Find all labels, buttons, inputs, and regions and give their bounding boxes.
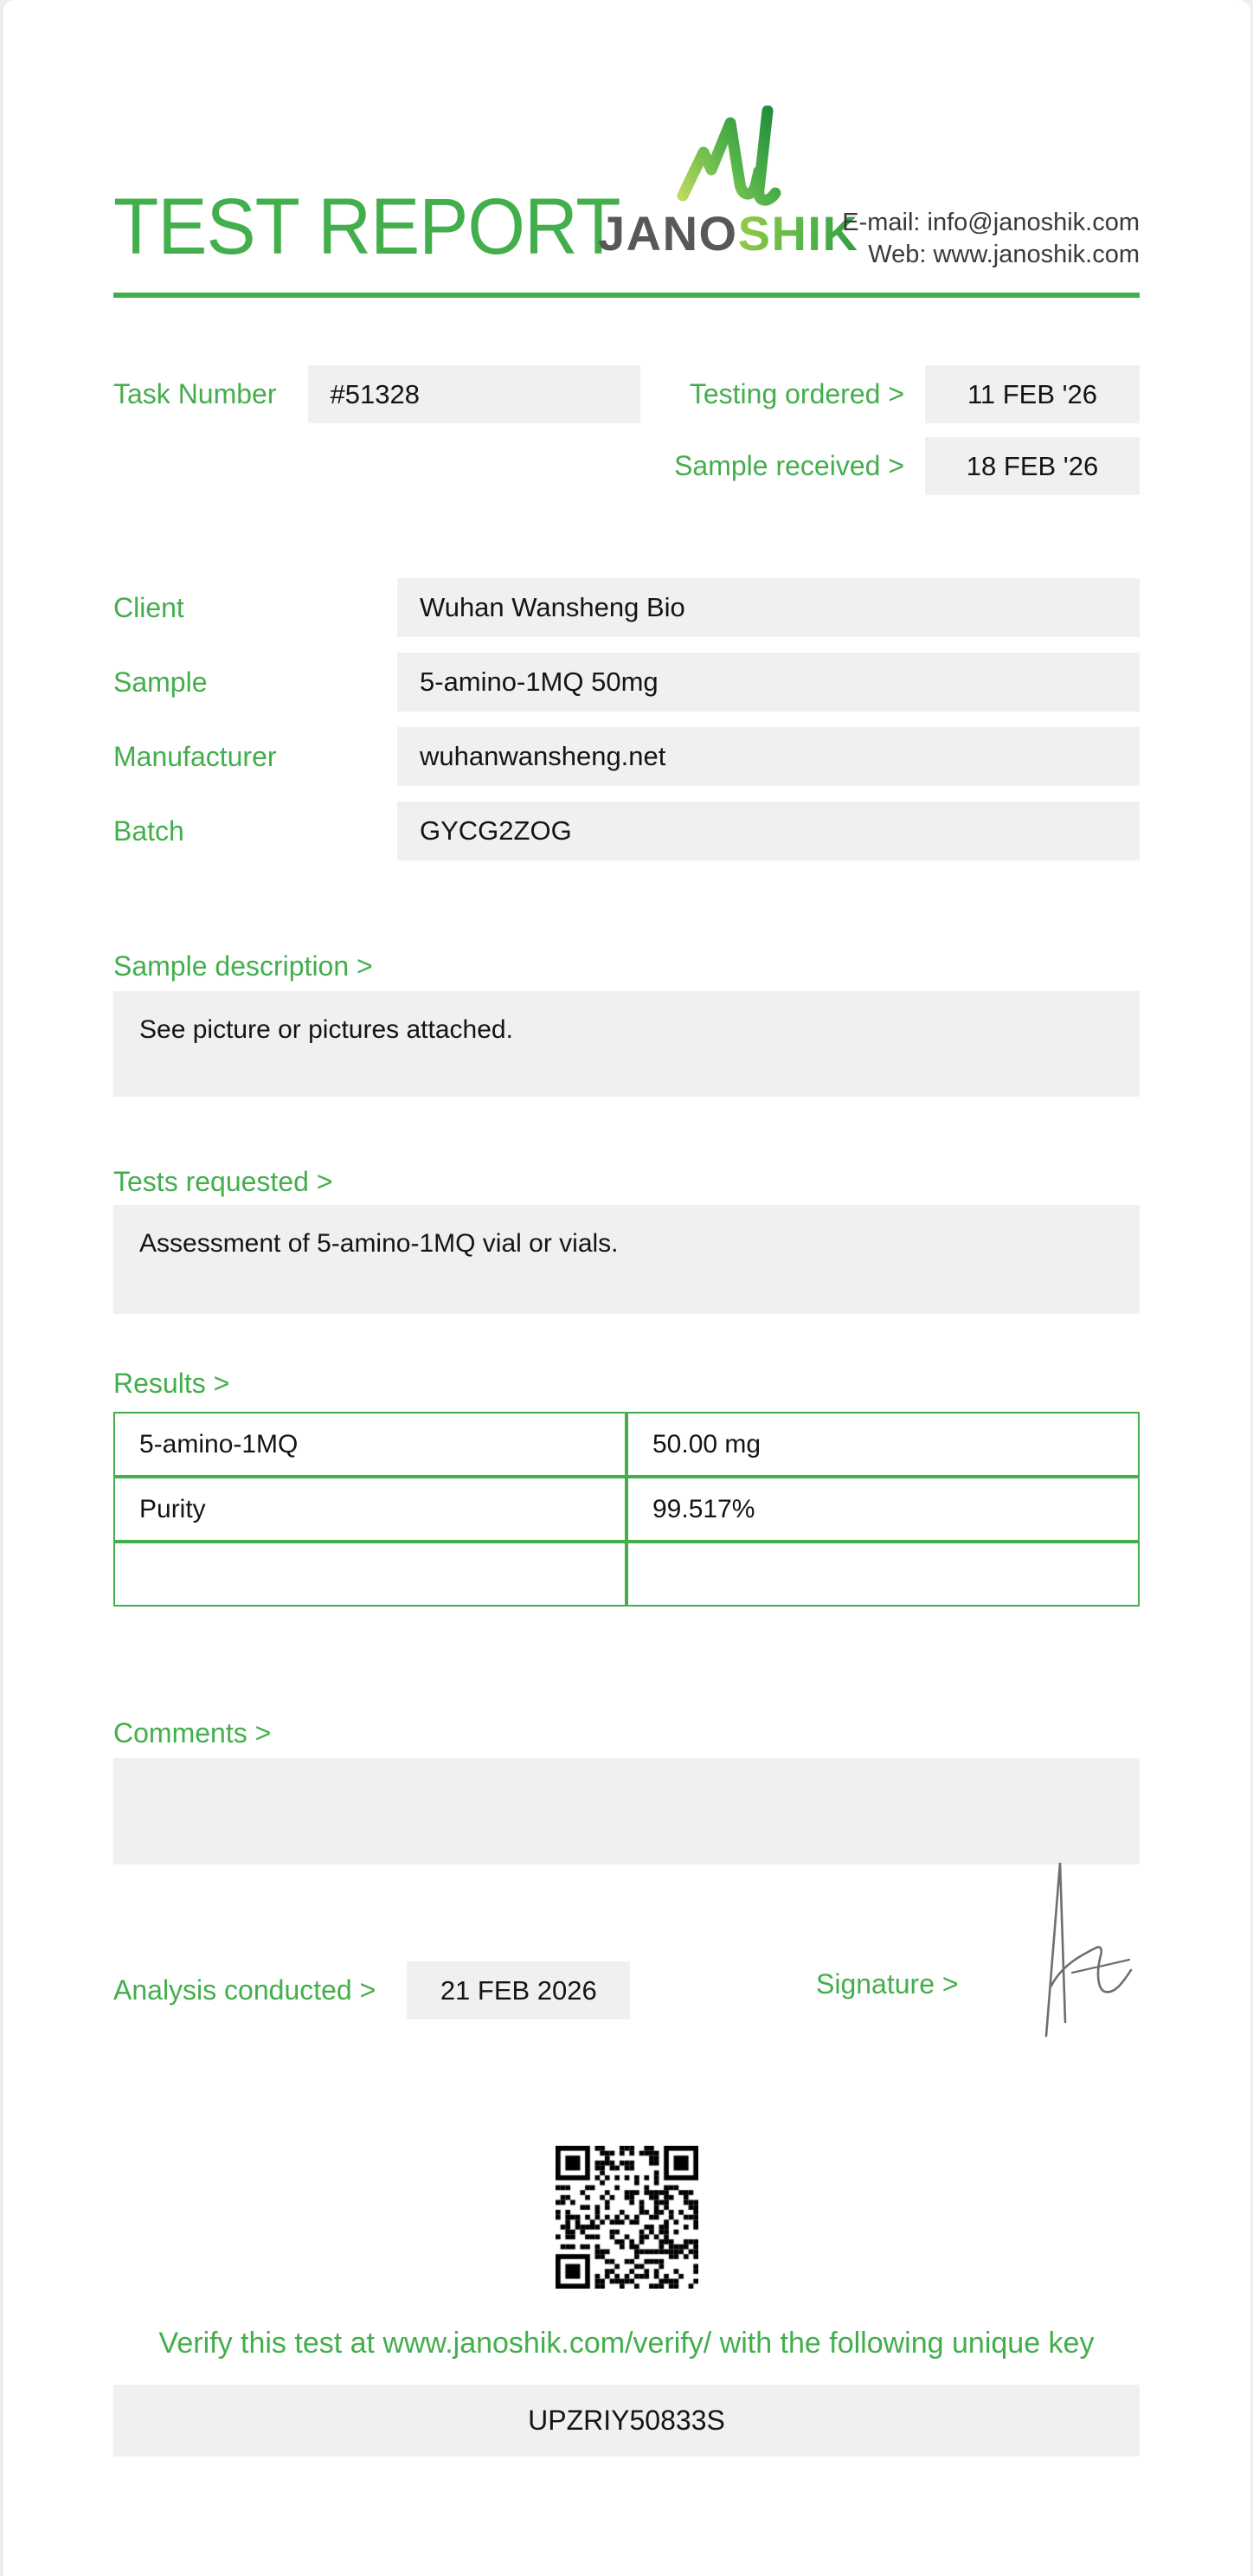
tests-requested-label: Tests requested >: [113, 1166, 333, 1197]
task-section: [113, 365, 1140, 495]
contact-web: Web: www.janoshik.com: [868, 241, 1140, 269]
field-row-sample: [113, 653, 1140, 712]
batch-value: GYCG2ZOG: [397, 802, 1140, 860]
qr-code: [556, 2146, 698, 2289]
results-table: [113, 1412, 1140, 1607]
sample-description-label: Sample description >: [113, 950, 373, 982]
sample-received-label: Sample received >: [674, 450, 904, 481]
testing-ordered-row: [674, 365, 1140, 423]
batch-label: Batch: [113, 815, 184, 847]
testing-ordered-value: 11 FEB '26: [925, 365, 1140, 423]
sample-received-value: 18 FEB '26: [925, 437, 1140, 495]
analysis-conducted-label: Analysis conducted >: [113, 1974, 376, 2006]
manufacturer-label: Manufacturer: [113, 740, 277, 772]
comments-label: Comments >: [113, 1717, 272, 1748]
report-page: [2, 0, 1251, 2576]
client-label: Client: [113, 591, 184, 623]
field-row-manufacturer: [113, 727, 1140, 786]
empty-cell: [626, 1542, 1140, 1607]
header-divider: [113, 293, 1140, 298]
verify-instruction: Verify this test at www.janoshik.com/verify/ with the following unique key: [158, 2327, 1095, 2360]
result-analyte: 5-amino-1MQ: [113, 1412, 626, 1477]
sample-value: 5-amino-1MQ 50mg: [397, 653, 1140, 712]
manufacturer-value: wuhanwansheng.net: [397, 727, 1140, 786]
logo-shik: SHIK: [737, 206, 859, 261]
task-number-value: #51328: [308, 365, 640, 423]
contact-info: [842, 207, 1140, 272]
empty-cell: [113, 1542, 626, 1607]
field-row-client: [113, 578, 1140, 637]
task-number-label: Task Number: [113, 378, 277, 409]
testing-ordered-label: Testing ordered >: [689, 378, 904, 409]
results-row-2: [113, 1477, 1140, 1542]
logo-jano: JANO: [598, 206, 738, 261]
signature-label: Signature >: [816, 1968, 959, 2000]
results-row-1: [113, 1412, 1140, 1477]
page-title: TEST REPORT: [113, 183, 620, 271]
purity-value: 99.517%: [626, 1477, 1140, 1542]
field-row-batch: [113, 802, 1140, 860]
contact-email: E-mail: info@janoshik.com: [842, 208, 1140, 236]
sample-label: Sample: [113, 666, 208, 698]
report-header: [113, 109, 1140, 293]
results-row-3: [113, 1542, 1140, 1607]
signature-scribble: [1034, 1849, 1140, 2045]
purity-label: Purity: [113, 1477, 626, 1542]
sample-received-row: [674, 437, 1140, 495]
comments-value: [113, 1758, 1140, 1864]
logo-squiggle-icon: [676, 106, 787, 209]
logo-wordmark: [598, 206, 859, 261]
client-value: Wuhan Wansheng Bio: [397, 578, 1140, 637]
results-label: Results >: [113, 1368, 230, 1399]
sample-description-value: See picture or pictures attached.: [113, 991, 1140, 1097]
tests-requested-value: Assessment of 5-amino-1MQ vial or vials.: [113, 1205, 1140, 1314]
result-amount: 50.00 mg: [626, 1412, 1140, 1477]
analysis-conducted-value: 21 FEB 2026: [407, 1961, 630, 2019]
analysis-section: [113, 1961, 1140, 2019]
info-fields: [113, 578, 1140, 860]
unique-key-value: UPZRIY50833S: [113, 2385, 1140, 2457]
